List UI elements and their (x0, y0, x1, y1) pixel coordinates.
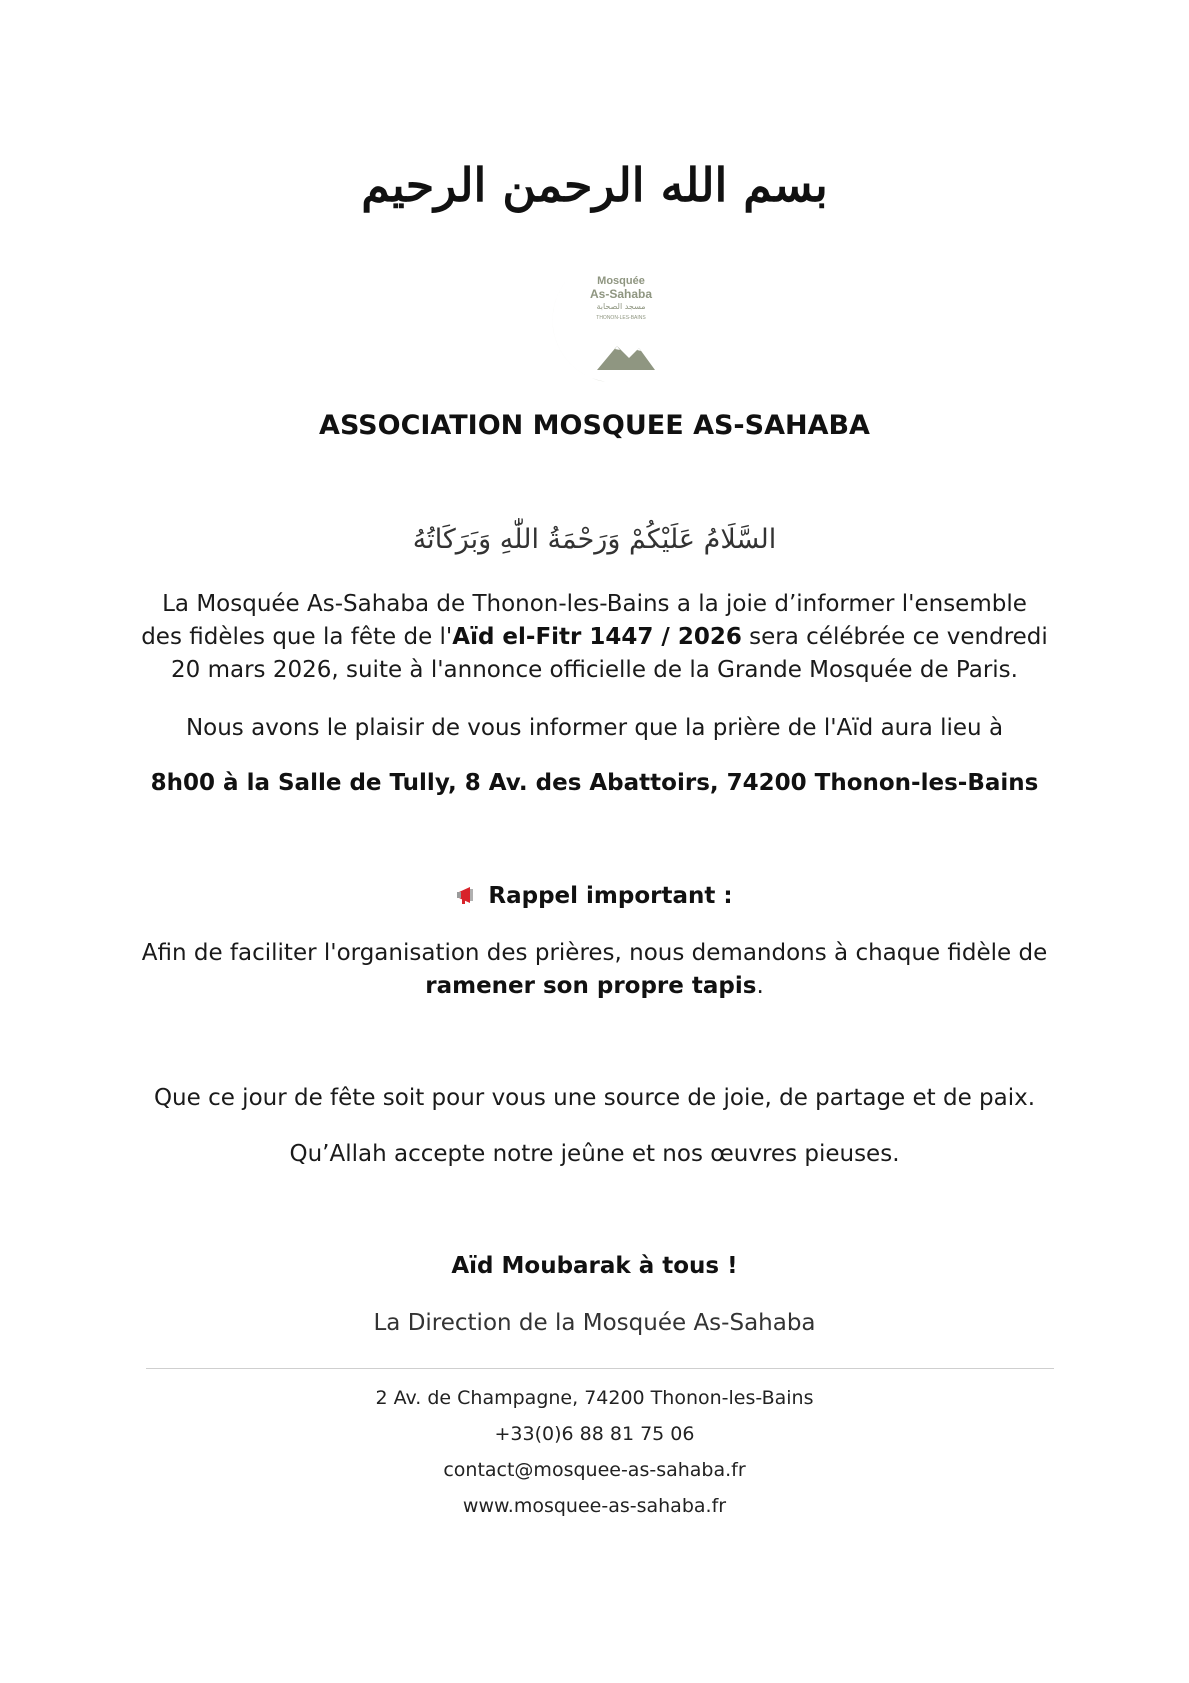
announcement-paragraph (140, 588, 1049, 687)
prayer-intro: Nous avons le plaisir de vous informer que la prière de l'Aïd aura lieu à (185, 715, 1004, 741)
announcement-text-start: La Mosquée As-Sahaba de Thonon-les-Bains a la joie d’informer l'ensemble des fidèles que la fête de l' (141, 591, 1027, 650)
logo-arabic: مسجد الصحابة (596, 302, 646, 311)
logo-line2: As-Sahaba (589, 287, 653, 301)
association-title: ASSOCIATION MOSQUEE AS-SAHABA (319, 410, 870, 441)
logo-city: THONON-LES-BAINS (596, 315, 646, 321)
prayer-mat-highlight: ramener son propre tapis (425, 973, 757, 999)
logo-crescent-icon (537, 266, 667, 390)
reminder-heading (140, 880, 1049, 913)
reminder-text-start: Afin de faciliter l'organisation des prières, nous demandons à chaque fidèle de (141, 940, 1048, 966)
signature: La Direction de la Mosquée As-Sahaba (373, 1310, 816, 1336)
eid-greeting: Aïd Moubarak à tous ! (451, 1253, 738, 1279)
arabic-greeting: السَّلَامُ عَلَيْكُمْ وَرَحْمَةُ اللّٰهِ وَبَرَكَاتُهُ (412, 524, 777, 555)
mosque-logo (537, 266, 667, 390)
footer-divider (146, 1368, 1054, 1369)
footer-website: www.mosquee-as-sahaba.fr (462, 1495, 727, 1517)
reminder-paragraph (140, 937, 1049, 1003)
reminder-title: Rappel important : (488, 883, 733, 909)
megaphone-icon (456, 885, 482, 905)
prayer-acceptance-paragraph: Qu’Allah accepte notre jeûne et nos œuvres pieuses. (289, 1141, 900, 1167)
reminder-text-end: . (756, 973, 764, 999)
basmala-calligraphy: بسم الله الرحمن الرحيم (361, 158, 828, 212)
eid-date-highlight: Aïd el-Fitr 1447 / 2026 (452, 624, 742, 650)
prayer-location: 8h00 à la Salle de Tully, 8 Av. des Abattoirs, 74200 Thonon-les-Bains (150, 770, 1039, 796)
wish-paragraph: Que ce jour de fête soit pour vous une source de joie, de partage et de paix. (153, 1085, 1036, 1111)
logo-line1: Mosquée (597, 275, 645, 287)
footer-address: 2 Av. de Champagne, 74200 Thonon-les-Bains (375, 1387, 814, 1409)
footer-email: contact@mosquee-as-sahaba.fr (443, 1459, 746, 1481)
footer-phone: +33(0)6 88 81 75 06 (494, 1423, 695, 1445)
announcement-text-end: sera célébrée ce vendredi 20 mars 2026, suite à l'annonce officielle de la Grande Mosquée de Paris. (171, 624, 1048, 683)
